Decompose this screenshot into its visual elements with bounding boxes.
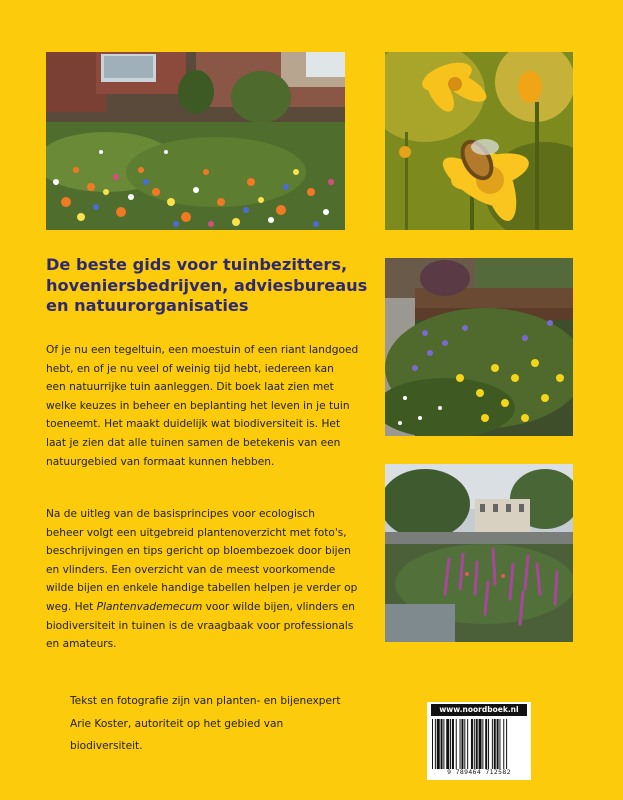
barcode-bar: [471, 719, 473, 769]
barcode-bar: [452, 719, 454, 769]
barcode-bar: [441, 719, 443, 769]
text-line: een natuurrijke tuin aanleggen. Dit boek laat zien met: [46, 381, 334, 394]
barcode-bar: [488, 719, 489, 769]
barcode-bar: [482, 719, 483, 769]
author-credit: [70, 690, 370, 758]
barcode-bar: [467, 719, 468, 769]
text-line: beschrijvingen en tips gericht op bloembezoek door bijen: [46, 545, 351, 558]
barcode-bar: [485, 719, 487, 769]
text-line: en amateurs.: [46, 638, 117, 651]
barcode-bar: [474, 719, 475, 769]
flower-border-photo: [385, 258, 573, 436]
text-segment: weg. Het: [46, 600, 97, 613]
text-segment: voor wilde bijen, vlinders en: [202, 600, 355, 613]
publisher-url: www.noordboek.nl: [431, 704, 527, 716]
barcode-bar: [499, 719, 500, 769]
bee-photo: [385, 52, 573, 230]
barcode-bar: [450, 719, 451, 769]
barcode-bar: [506, 719, 507, 769]
barcode-bar: [460, 719, 461, 769]
barcode-bar: [461, 719, 463, 769]
back-cover-heading: [46, 255, 368, 317]
text-line: biodiversiteit.: [70, 740, 143, 752]
book-title-italic: Plantenvademecum: [96, 600, 203, 613]
content-paragraph: [46, 505, 358, 654]
text-line: Arie Koster, autoriteit op het gebied van: [70, 717, 284, 730]
barcode-bar: [446, 719, 449, 769]
barcode-bar: [479, 719, 482, 769]
intro-paragraph: [46, 341, 358, 471]
garden-photo: [46, 52, 345, 230]
text-line: en vlinders. Een overzicht van de meest voorkomende: [46, 563, 336, 576]
text-line: laat je zien dat alle tuinen samen de betekenis van een: [46, 436, 341, 449]
text-line: wilde bijen en enkele handige tabellen helpen je verder op: [46, 582, 358, 595]
canal-photo: [385, 464, 573, 642]
text-line: Of je nu een tegeltuin, een moestuin of een riant landgoed: [46, 344, 359, 356]
barcode-bar: [464, 719, 465, 769]
barcode-bar: [432, 719, 433, 769]
text-line: Tekst en fotografie zijn van planten- en bijenexpert: [70, 695, 341, 707]
text-line-with-title: [46, 598, 358, 617]
text-line: beheer volgt een uitgebreid plantenoverzicht met foto's,: [46, 526, 347, 539]
barcode-bar: [492, 719, 493, 769]
barcode-bar: [497, 719, 499, 769]
barcode-icon: [432, 719, 526, 769]
isbn-digits: 9 789464 712582: [447, 768, 511, 776]
barcode-bar: [435, 719, 436, 769]
text-line: natuurgebied van formaat kunnen hebben.: [46, 455, 275, 468]
text-line: biodiversiteit in tuinen is de vraagbaak voor professionals: [46, 619, 354, 632]
text-line: hebt, en of je nu veel of weinig tijd hebt, iedereen kan: [46, 362, 334, 375]
barcode-bar: [456, 719, 457, 769]
heading-line: en natuurorganisaties: [46, 296, 249, 315]
text-line: welke keuzes in beheer en beplanting het leven in je tuin: [46, 399, 350, 412]
barcode-bar: [476, 719, 478, 769]
text-line: toeneemt. Het maakt duidelijk wat biodiversiteit is. Het: [46, 418, 341, 431]
barcode-bar: [494, 719, 496, 769]
heading-line: De beste gids voor tuinbezitters,: [46, 255, 348, 274]
text-line: Na de uitleg van de basisprincipes voor ecologisch: [46, 508, 315, 520]
barcode-bar: [503, 719, 504, 769]
barcode-bar: [443, 719, 444, 769]
heading-line: hoveniersbedrijven, adviesbureaus: [46, 275, 368, 295]
barcode-bar: [437, 719, 440, 769]
